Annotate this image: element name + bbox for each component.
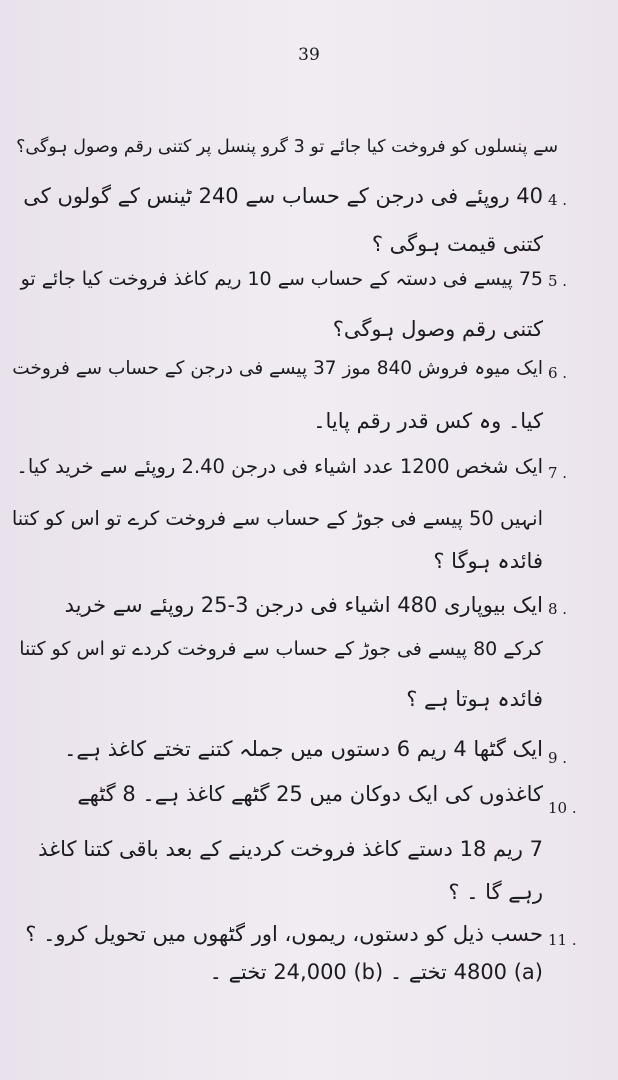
problem-7-number: 7 . [548, 464, 568, 482]
problem-10-number: 10 . [548, 799, 577, 817]
problem-5-line-2: کتنی رقم وصول ہوگی؟ [332, 317, 543, 341]
problem-7-line-2: انہیں 50 پیسے فی جوڑ کے حساب سے فروخت کرے تو اس کو کتنا [11, 507, 543, 530]
problem-10-line-2: 7 ریم 18 دستے کاغذ فروخت کردینے کے بعد باقی کتنا کاغذ [38, 837, 543, 861]
problem-9-line-1: ایک گٹھا 4 ریم 6 دستوں میں جملہ کتنے تختے کاغذ ہے۔ [64, 737, 543, 761]
problem-10-line-3: رہے گا ۔ ؟ [448, 880, 543, 904]
problem-6-number: 6 . [548, 364, 568, 382]
problem-4-number: 4 . [548, 191, 568, 209]
problem-6-line-2: کیا۔ وہ کس قدر رقم پایا۔ [313, 409, 543, 433]
problem-8-line-3: فائدہ ہوتا ہے ؟ [406, 687, 543, 711]
problem-5-line-1: 75 پیسے فی دستہ کے حساب سے 10 ریم کاغذ فروخت کیا جائے تو [20, 268, 543, 290]
problem-4-line-2: کتنی قیمت ہوگی ؟ [371, 232, 543, 256]
problem-7-line-1: ایک شخص 1200 عدد اشیاء فی درجن 2.40 روپئے سے خرید کیا۔ [16, 455, 543, 478]
problem-7-line-3: فائدہ ہوگا ؟ [433, 549, 543, 573]
problem-8-line-2: کرکے 80 پیسے فی جوڑ کے حساب سے فروخت کردے تو اس کو کتنا [19, 638, 543, 660]
problem-11-line-1: حسب ذیل کو دستوں، ریموں، اور گٹھوں میں تحویل کرو۔ ؟ [25, 922, 543, 946]
continuation-line-1: سے پنسلوں کو فروخت کیا جائے تو 3 گرو پنسل پر کتنی رقم وصول ہوگی؟ [16, 137, 558, 157]
problem-8-number: 8 . [548, 600, 568, 618]
page-number: 39 [298, 45, 320, 65]
problem-8-line-1: ایک بیوپاری 480 اشیاء فی درجن 3-25 روپئے سے خرید [64, 593, 543, 617]
problem-11-line-2: (a) 4800 تختے ۔ (b) 24,000 تختے ۔ [209, 960, 543, 984]
problem-11-number: 11 . [548, 931, 577, 949]
problem-10-line-1: کاغذوں کی ایک دوکان میں 25 گٹھے کاغذ ہے۔ 8 گٹھے [77, 782, 543, 806]
problem-6-line-1: ایک میوہ فروش 840 موز 37 پیسے فی درجن کے حساب سے فروخت [12, 358, 543, 379]
problem-5-number: 5 . [548, 272, 568, 290]
problem-4-line-1: 40 روپئے فی درجن کے حساب سے 240 ٹینس کے گولوں کی [23, 184, 543, 208]
problem-9-number: 9 . [548, 749, 568, 767]
